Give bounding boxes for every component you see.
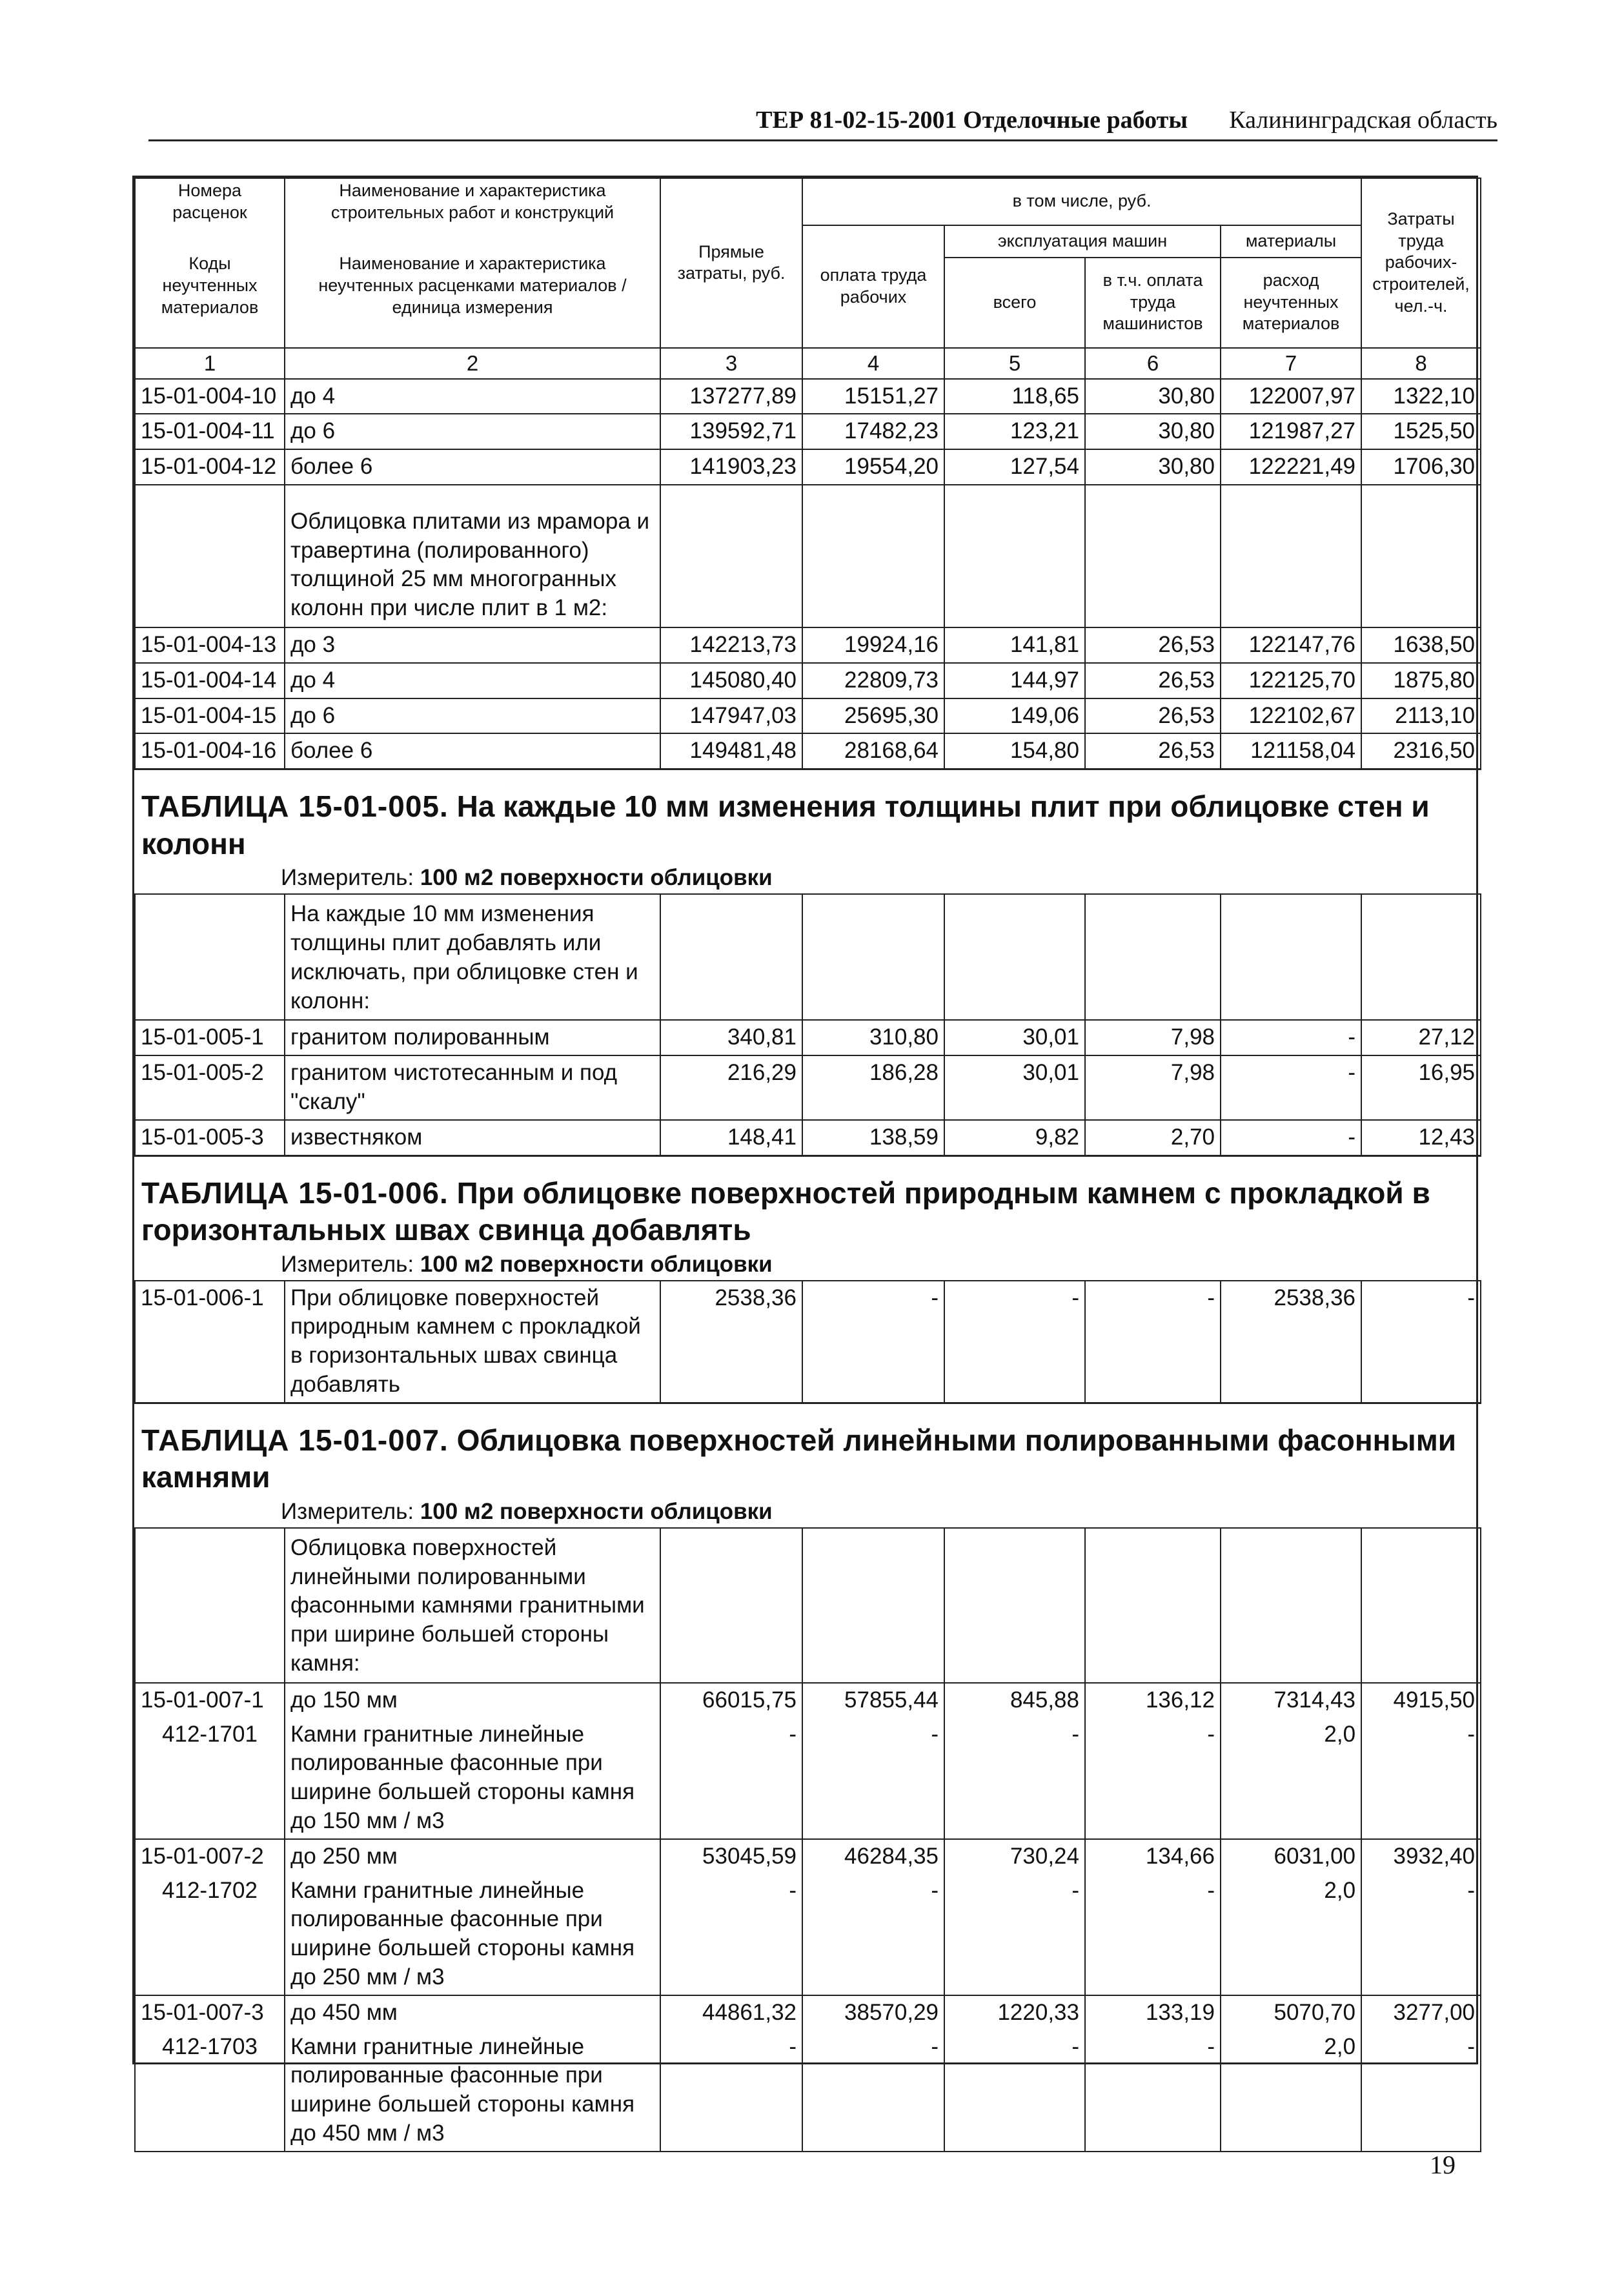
table-row xyxy=(135,449,1481,485)
cell-labor-pay: 22809,73 xyxy=(802,663,944,698)
measure-value: 100 м2 поверхности облицовки xyxy=(420,865,773,891)
head-col8: Затраты труда рабочих-строителей, чел.-ч. xyxy=(1361,178,1481,348)
page-number: 19 xyxy=(1430,2150,1456,2179)
cell-labor-hours: - xyxy=(1361,1874,1481,1995)
cell-direct-cost: 139592,71 xyxy=(660,414,802,449)
rate-name: известняком xyxy=(285,1120,660,1155)
table-row xyxy=(135,1995,1481,2030)
cell-labor-pay: 38570,29 xyxy=(802,1995,944,2030)
cell-labor-pay: - xyxy=(802,1718,944,1839)
head-col7: расход неучтенных материалов xyxy=(1221,258,1361,348)
head-col6: в т.ч. оплата труда машинистов xyxy=(1085,258,1221,348)
head-col2-top: Наименование и характеристика строительных работ и конструкций xyxy=(285,178,660,225)
measure-row xyxy=(135,1499,1481,1528)
cell-machines-total: 730,24 xyxy=(944,1839,1085,1874)
rate-code: 15-01-005-3 xyxy=(135,1120,285,1155)
head-col5: всего xyxy=(944,258,1085,348)
cell-machines-total: 154,80 xyxy=(944,733,1085,769)
table-number: ТАБЛИЦА 15-01-007. xyxy=(141,1423,449,1457)
section-title xyxy=(135,1403,1481,1499)
rate-code: 15-01-004-16 xyxy=(135,733,285,769)
cell-direct-cost: 2538,36 xyxy=(660,1281,802,1403)
cell-machines-total: - xyxy=(944,1874,1085,1995)
rate-code: 15-01-004-13 xyxy=(135,627,285,663)
table-row xyxy=(135,1281,1481,1403)
cell-labor-hours: 2316,50 xyxy=(1361,733,1481,769)
rate-name: более 6 xyxy=(285,449,660,485)
cell-labor-hours: 1525,50 xyxy=(1361,414,1481,449)
col-number: 3 xyxy=(660,348,802,379)
cell-direct-cost: 137277,89 xyxy=(660,379,802,414)
cell-machines-total: 123,21 xyxy=(944,414,1085,449)
head-materials: материалы xyxy=(1221,225,1361,258)
cell-machinists-pay: - xyxy=(1085,1718,1221,1839)
table-row xyxy=(135,414,1481,449)
cell-machinists-pay: 133,19 xyxy=(1085,1995,1221,2030)
table-title: При облицовке поверхностей природным камнем с прокладкой в горизонтальных швах свинца добавлять xyxy=(141,1176,1430,1247)
head-col4: оплата труда рабочих xyxy=(802,225,944,348)
cell-machinists-pay: 30,80 xyxy=(1085,449,1221,485)
rate-code: 15-01-007-3 xyxy=(135,1995,285,2030)
head-machines: эксплуатация машин xyxy=(944,225,1221,258)
cell-labor-hours: 3932,40 xyxy=(1361,1839,1481,1874)
table-15-01-007 xyxy=(135,1403,1481,2151)
header-doc-id: ТЕР 81-02-15-2001 Отделочные работы xyxy=(756,107,1188,134)
col-number: 1 xyxy=(135,348,285,379)
cell-machines-total: 149,06 xyxy=(944,698,1085,734)
measure xyxy=(135,865,1481,894)
cell-materials: 2,0 xyxy=(1221,1874,1361,1995)
cell-labor-pay: 138,59 xyxy=(802,1120,944,1155)
cell-direct-cost: 216,29 xyxy=(660,1055,802,1120)
head-col3: Прямые затраты, руб. xyxy=(660,178,802,348)
cell-materials: - xyxy=(1221,1020,1361,1055)
section-description-row xyxy=(135,1528,1481,1683)
cell-materials: 122102,67 xyxy=(1221,698,1361,734)
measure xyxy=(135,1499,1481,1528)
table-row xyxy=(135,663,1481,698)
rate-code: 15-01-004-12 xyxy=(135,449,285,485)
rate-name: до 4 xyxy=(285,379,660,414)
cell-direct-cost: 66015,75 xyxy=(660,1683,802,1718)
header-region: Калининградская область xyxy=(1229,107,1497,134)
rate-name: до 6 xyxy=(285,698,660,734)
material-code: 412-1701 xyxy=(135,1718,285,1839)
cell-machinists-pay: 7,98 xyxy=(1085,1055,1221,1120)
cell-materials: 122007,97 xyxy=(1221,379,1361,414)
cell-materials: 2,0 xyxy=(1221,2030,1361,2152)
cell-labor-pay: 310,80 xyxy=(802,1020,944,1055)
cell-direct-cost: 141903,23 xyxy=(660,449,802,485)
section-title-row xyxy=(135,1403,1481,1499)
cell-machinists-pay: 26,53 xyxy=(1085,733,1221,769)
measure-label: Измеритель: xyxy=(281,865,414,891)
material-row xyxy=(135,1874,1481,1995)
cell-direct-cost: - xyxy=(660,1874,802,1995)
rate-code: 15-01-004-14 xyxy=(135,663,285,698)
cell-machinists-pay: 26,53 xyxy=(1085,627,1221,663)
rate-code: 15-01-006-1 xyxy=(135,1281,285,1403)
table-15-01-005 xyxy=(135,769,1481,1155)
cell-machinists-pay: 30,80 xyxy=(1085,379,1221,414)
cell-machines-total: - xyxy=(944,2030,1085,2152)
section-title-row xyxy=(135,769,1481,866)
cell-machines-total: 1220,33 xyxy=(944,1995,1085,2030)
section-description: На каждые 10 мм изменения толщины плит добавлять или исключать, при облицовке стен и колонн: xyxy=(285,894,660,1020)
material-name: Камни гранитные линейные полированные фасонные при ширине большей стороны камня до 250 мм / м3 xyxy=(285,1874,660,1995)
cell-materials: 2538,36 xyxy=(1221,1281,1361,1403)
cell-machines-total: 127,54 xyxy=(944,449,1085,485)
rate-name: гранитом полированным xyxy=(285,1020,660,1055)
rate-name: гранитом чистотесанным и под "скалу" xyxy=(285,1055,660,1120)
cell-labor-hours: 16,95 xyxy=(1361,1055,1481,1120)
col-number: 8 xyxy=(1361,348,1481,379)
cell-labor-pay: 15151,27 xyxy=(802,379,944,414)
cell-labor-pay: 57855,44 xyxy=(802,1683,944,1718)
head-incl: в том числе, руб. xyxy=(802,178,1361,225)
cell-machines-total: 30,01 xyxy=(944,1055,1085,1120)
cell-materials: 122147,76 xyxy=(1221,627,1361,663)
measure-value: 100 м2 поверхности облицовки xyxy=(420,1498,773,1524)
cell-direct-cost: 148,41 xyxy=(660,1120,802,1155)
section-description-row xyxy=(135,894,1481,1020)
table-header xyxy=(135,178,1481,379)
rate-name: до 250 мм xyxy=(285,1839,660,1874)
cell-labor-pay: 17482,23 xyxy=(802,414,944,449)
rates-table xyxy=(134,178,1481,2152)
cell-machinists-pay: 26,53 xyxy=(1085,698,1221,734)
table-number: ТАБЛИЦА 15-01-005. xyxy=(141,789,449,824)
rate-name: до 6 xyxy=(285,414,660,449)
cell-labor-pay: 28168,64 xyxy=(802,733,944,769)
table-title: Облицовка поверхностей линейными полированными фасонными камнями xyxy=(141,1423,1456,1494)
cell-direct-cost: - xyxy=(660,2030,802,2152)
cell-machines-total: - xyxy=(944,1718,1085,1839)
cell-labor-pay: 19924,16 xyxy=(802,627,944,663)
cell-direct-cost: 53045,59 xyxy=(660,1839,802,1874)
cell-materials: 5070,70 xyxy=(1221,1995,1361,2030)
table-row xyxy=(135,733,1481,769)
cell-machinists-pay: 134,66 xyxy=(1085,1839,1221,1874)
cell-labor-hours: - xyxy=(1361,1281,1481,1403)
cell-machinists-pay: 7,98 xyxy=(1085,1020,1221,1055)
cell-labor-hours: 1706,30 xyxy=(1361,449,1481,485)
table-title: На каждые 10 мм изменения толщины плит при облицовке стен и колонн xyxy=(141,789,1430,860)
rate-code: 15-01-007-1 xyxy=(135,1683,285,1718)
cell-labor-hours: 1875,80 xyxy=(1361,663,1481,698)
table-row xyxy=(135,627,1481,663)
rate-name: до 3 xyxy=(285,627,660,663)
cell-labor-pay: 46284,35 xyxy=(802,1839,944,1874)
material-code: 412-1702 xyxy=(135,1874,285,1995)
head-col2-bottom: Наименование и характеристика неучтенных расценками материалов / единица измерения xyxy=(285,225,660,348)
rate-name: до 4 xyxy=(285,663,660,698)
cell-labor-hours: 3277,00 xyxy=(1361,1995,1481,2030)
cell-materials: 7314,43 xyxy=(1221,1683,1361,1718)
cell-direct-cost: 44861,32 xyxy=(660,1995,802,2030)
measure-label: Измеритель: xyxy=(281,1498,414,1524)
rate-code: 15-01-004-11 xyxy=(135,414,285,449)
rate-code: 15-01-004-10 xyxy=(135,379,285,414)
rate-name: более 6 xyxy=(285,733,660,769)
measure-row xyxy=(135,865,1481,894)
table-number: ТАБЛИЦА 15-01-006. xyxy=(141,1176,449,1210)
cell-labor-hours: 1322,10 xyxy=(1361,379,1481,414)
table-15-01-006 xyxy=(135,1155,1481,1403)
rate-code: 15-01-007-2 xyxy=(135,1839,285,1874)
table-row xyxy=(135,1683,1481,1718)
cell-labor-hours: 4915,50 xyxy=(1361,1683,1481,1718)
cell-machinists-pay: - xyxy=(1085,1281,1221,1403)
cell-direct-cost: 149481,48 xyxy=(660,733,802,769)
rate-code: 15-01-005-1 xyxy=(135,1020,285,1055)
cell-labor-pay: - xyxy=(802,1874,944,1995)
table-row xyxy=(135,379,1481,414)
material-name: Камни гранитные линейные полированные фасонные при ширине большей стороны камня до 150 мм / м3 xyxy=(285,1718,660,1839)
rate-name: При облицовке поверхностей природным камнем с прокладкой в горизонтальных швах свинца добавлять xyxy=(285,1281,660,1403)
col-number: 5 xyxy=(944,348,1085,379)
section-description-row xyxy=(135,485,1481,627)
material-name: Камни гранитные линейные полированные фасонные при ширине большей стороны камня до 450 мм / м3 xyxy=(285,2030,660,2152)
cell-materials: 122125,70 xyxy=(1221,663,1361,698)
col-number: 2 xyxy=(285,348,660,379)
cell-machines-total: 9,82 xyxy=(944,1120,1085,1155)
cell-direct-cost: 145080,40 xyxy=(660,663,802,698)
rate-code: 15-01-005-2 xyxy=(135,1055,285,1120)
block2-description: Облицовка плитами из мрамора и травертина (полированного) толщиной 25 мм многогранных колонн при числе плит в 1 м2: xyxy=(285,485,660,627)
rate-name: до 450 мм xyxy=(285,1995,660,2030)
rate-name: до 150 мм xyxy=(285,1683,660,1718)
cell-machines-total: 118,65 xyxy=(944,379,1085,414)
measure xyxy=(135,1252,1481,1281)
col-number: 7 xyxy=(1221,348,1361,379)
measure-label: Измеритель: xyxy=(281,1251,414,1277)
head-col1-bottom: Коды неучтенных материалов xyxy=(135,225,285,348)
cell-labor-hours: 2113,10 xyxy=(1361,698,1481,734)
table-row xyxy=(135,1839,1481,1874)
measure-row xyxy=(135,1252,1481,1281)
material-row xyxy=(135,2030,1481,2152)
cell-materials: - xyxy=(1221,1055,1361,1120)
cell-materials: 121987,27 xyxy=(1221,414,1361,449)
section-title-row xyxy=(135,1155,1481,1252)
cell-direct-cost: - xyxy=(660,1718,802,1839)
cell-labor-pay: 19554,20 xyxy=(802,449,944,485)
cell-labor-pay: - xyxy=(802,1281,944,1403)
table-row xyxy=(135,1020,1481,1055)
head-col1-top: Номера расценок xyxy=(135,178,285,225)
cell-machinists-pay: 2,70 xyxy=(1085,1120,1221,1155)
rate-code: 15-01-004-15 xyxy=(135,698,285,734)
cell-machinists-pay: - xyxy=(1085,2030,1221,2152)
cell-machinists-pay: 136,12 xyxy=(1085,1683,1221,1718)
cell-labor-pay: - xyxy=(802,2030,944,2152)
cell-labor-hours: - xyxy=(1361,2030,1481,2152)
cell-materials: 6031,00 xyxy=(1221,1839,1361,1874)
cell-labor-hours: 12,43 xyxy=(1361,1120,1481,1155)
measure-value: 100 м2 поверхности облицовки xyxy=(420,1251,773,1277)
material-code: 412-1703 xyxy=(135,2030,285,2152)
section-title xyxy=(135,1155,1481,1252)
cell-materials: 122221,49 xyxy=(1221,449,1361,485)
cell-materials: 121158,04 xyxy=(1221,733,1361,769)
cell-machines-total: 845,88 xyxy=(944,1683,1085,1718)
cell-labor-pay: 25695,30 xyxy=(802,698,944,734)
rates-table-frame xyxy=(132,176,1478,2146)
table-row xyxy=(135,1055,1481,1120)
cell-direct-cost: 147947,03 xyxy=(660,698,802,734)
cell-direct-cost: 142213,73 xyxy=(660,627,802,663)
block1 xyxy=(135,379,1481,769)
cell-direct-cost: 340,81 xyxy=(660,1020,802,1055)
table-row xyxy=(135,1120,1481,1155)
cell-machines-total: - xyxy=(944,1281,1085,1403)
cell-labor-hours: - xyxy=(1361,1718,1481,1839)
cell-materials: 2,0 xyxy=(1221,1718,1361,1839)
cell-labor-pay: 186,28 xyxy=(802,1055,944,1120)
table-row xyxy=(135,698,1481,734)
cell-machinists-pay: - xyxy=(1085,1874,1221,1995)
material-row xyxy=(135,1718,1481,1839)
running-header xyxy=(148,97,1497,141)
col-number: 6 xyxy=(1085,348,1221,379)
cell-machinists-pay: 30,80 xyxy=(1085,414,1221,449)
cell-machines-total: 141,81 xyxy=(944,627,1085,663)
cell-machinists-pay: 26,53 xyxy=(1085,663,1221,698)
section-title xyxy=(135,769,1481,866)
cell-machines-total: 144,97 xyxy=(944,663,1085,698)
cell-labor-hours: 1638,50 xyxy=(1361,627,1481,663)
cell-materials: - xyxy=(1221,1120,1361,1155)
col-number: 4 xyxy=(802,348,944,379)
section-description: Облицовка поверхностей линейными полированными фасонными камнями гранитными при ширине большей стороны камня: xyxy=(285,1528,660,1683)
cell-machines-total: 30,01 xyxy=(944,1020,1085,1055)
column-numbers-row xyxy=(135,348,1481,379)
cell-labor-hours: 27,12 xyxy=(1361,1020,1481,1055)
